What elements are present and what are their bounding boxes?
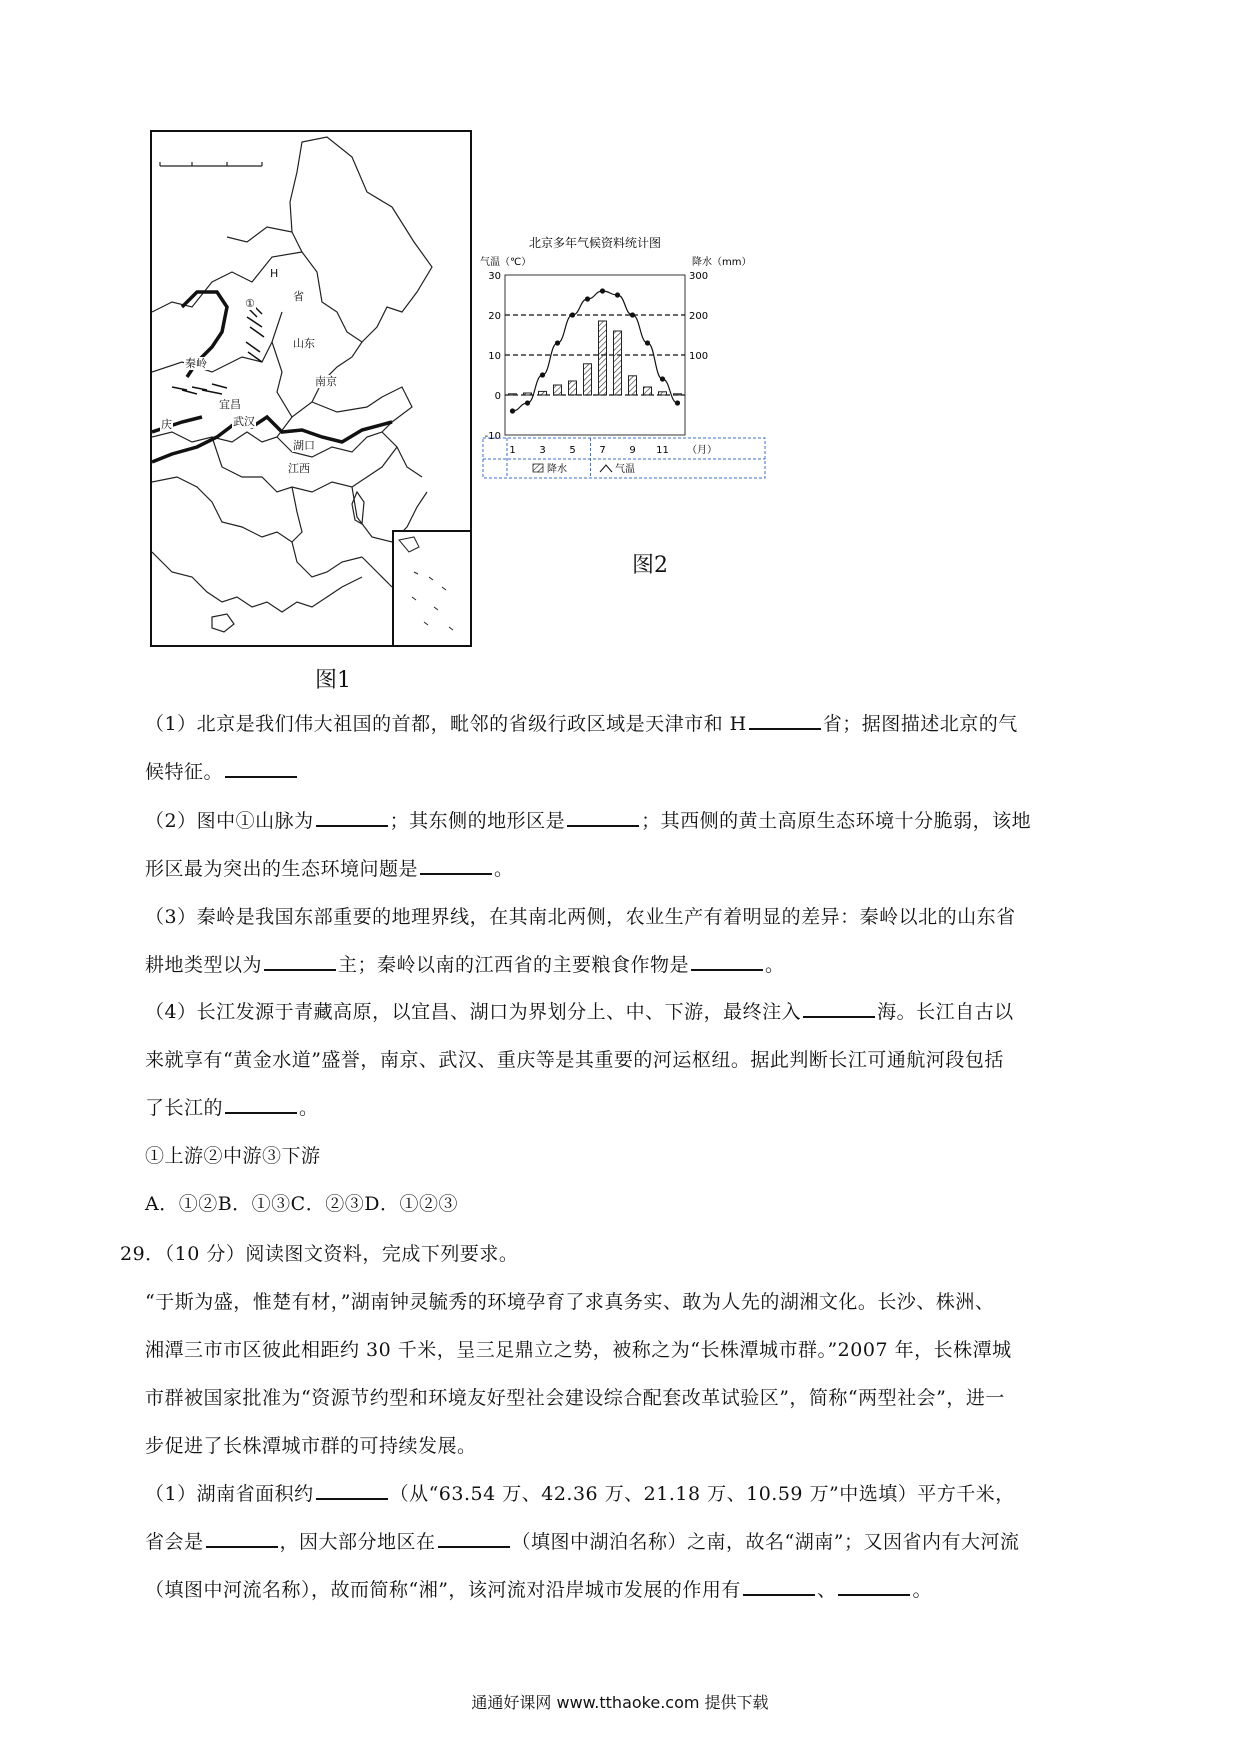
q4-text-b: 海。长江自古以 — [877, 1001, 1014, 1023]
map-label-mountain: ① — [245, 297, 255, 310]
precip-bar — [509, 394, 517, 395]
answer-blank[interactable] — [743, 1576, 815, 1596]
answer-blank[interactable] — [225, 758, 297, 778]
map-label-province: 省 — [293, 290, 304, 303]
map-label-chongqing: 庆 — [161, 418, 172, 431]
answer-blank[interactable] — [749, 710, 821, 730]
q29-sub3-a: （填图中河流名称），故而简称“湘”，该河流对沿岸城市发展的作用有 — [145, 1579, 741, 1601]
precip-bar — [644, 387, 652, 395]
map-label-h: H — [270, 267, 279, 280]
y-left-tick: 20 — [488, 311, 501, 322]
q4-text-a: （4）长江发源于青藏高原，以宜昌、湖口为界划分上、中、下游，最终注入 — [145, 1001, 802, 1023]
q29-sub1-a: （1）湖南省面积约 — [145, 1483, 314, 1505]
q1-text-a: （1）北京是我们伟大祖国的首都，毗邻的省级行政区域是天津市和 H — [145, 713, 747, 735]
q29-para-3: 市群被国家批准为“资源节约型和环境友好型社会建设综合配套改革试验区”，简称“两型社会”，进一 — [145, 1387, 1005, 1409]
temperature-point — [615, 292, 620, 297]
q29-sub2-a: 省会是 — [145, 1531, 204, 1553]
temperature-point — [585, 296, 590, 301]
y-left-tick: 10 — [488, 351, 501, 362]
precip-bar — [539, 391, 547, 395]
map-label-jiangxi: 江西 — [288, 462, 310, 475]
temperature-point — [660, 376, 665, 381]
q4-text-e: 。 — [299, 1097, 319, 1119]
precip-bar — [674, 394, 682, 395]
temperature-point — [645, 340, 650, 345]
x-tick: 3 — [539, 445, 546, 456]
y-left-tick: 0 — [494, 391, 501, 402]
answer-blank[interactable] — [316, 1480, 388, 1500]
beijing-climate-chart — [480, 235, 810, 510]
y-right-tick: 200 — [689, 311, 709, 322]
temperature-point — [630, 312, 635, 317]
answer-blank[interactable] — [838, 1576, 910, 1596]
q3-text-b: 耕地类型以为 — [145, 954, 263, 976]
temperature-point — [675, 400, 680, 405]
china-map-figure — [150, 130, 472, 647]
precip-bar — [554, 385, 562, 395]
legend-precip-swatch — [533, 464, 543, 472]
x-tick: 9 — [629, 445, 636, 456]
q1-text-c: 候特征。 — [145, 761, 224, 783]
q29-sub3-b: 、 — [816, 1579, 837, 1601]
y-left-tick: -10 — [484, 431, 501, 442]
page-footer: 通通好课网 www.tthaoke.com 提供下载 — [471, 1693, 769, 1712]
q29-sub3-c: 。 — [912, 1579, 932, 1601]
answer-blank[interactable] — [567, 807, 639, 827]
q2-text-e: 。 — [494, 858, 514, 880]
q1-text-b: 省；据图描述北京的气 — [822, 713, 1018, 735]
q29-para-1: “于斯为盛，惟楚有材，”湖南钟灵毓秀的环境孕育了求真务实、敢为人先的湖湘文化。长沙、株洲、 — [145, 1291, 995, 1313]
answer-blank[interactable] — [206, 1528, 278, 1548]
map-label-wuhan: 武汉 — [233, 415, 255, 428]
y-left-tick: 30 — [488, 271, 501, 282]
precip-bar — [569, 381, 577, 395]
q3-text-c: 主；秦岭以南的江西省的主要粮食作物是 — [338, 954, 690, 976]
temperature-point — [510, 408, 515, 413]
q4-text-c: 来就享有“黄金水道”盛誉，南京、武汉、重庆等是其重要的河运枢纽。据此判断长江可通航河段包括 — [145, 1049, 1004, 1071]
map-label-shandong: 山东 — [293, 337, 315, 350]
temperature-point — [540, 372, 545, 377]
temperature-point — [600, 288, 605, 293]
temperature-point — [525, 400, 530, 405]
x-tick: 5 — [569, 445, 576, 456]
question-4 — [145, 988, 1115, 1228]
answer-blank[interactable] — [803, 998, 875, 1018]
q4-options: ①上游②中游③下游 — [145, 1145, 321, 1167]
precip-bar — [584, 364, 592, 395]
x-tick: 1 — [509, 445, 516, 456]
map-label-nanjing: 南京 — [315, 375, 337, 388]
q4-text-d: 了长江的 — [145, 1097, 224, 1119]
answer-blank[interactable] — [691, 951, 763, 971]
x-unit: （月） — [687, 445, 717, 456]
south-china-sea-inset — [392, 530, 470, 645]
y-right-label: 降水（mm） — [692, 257, 752, 268]
answer-blank[interactable] — [225, 1094, 297, 1114]
x-tick: 11 — [656, 445, 669, 456]
precip-bar — [659, 392, 667, 395]
q2-text-d: 形区最为突出的生态环境问题是 — [145, 858, 419, 880]
map-label-hukou: 湖口 — [293, 439, 315, 452]
temperature-point — [555, 340, 560, 345]
precip-bar — [614, 331, 622, 395]
answer-blank[interactable] — [438, 1528, 510, 1548]
precip-bar — [524, 393, 532, 395]
q2-text-a: （2）图中①山脉为 — [145, 810, 314, 832]
legend-precip-label: 降水 — [547, 464, 567, 475]
q2-text-c: ；其西侧的黄土高原生态环境十分脆弱，该地 — [641, 810, 1032, 832]
q2-text-b: ；其东侧的地形区是 — [389, 810, 566, 832]
answer-blank[interactable] — [264, 951, 336, 971]
temperature-line — [513, 291, 678, 411]
precip-bar — [599, 321, 607, 395]
x-tick: 7 — [599, 445, 606, 456]
q3-text-d: 。 — [765, 954, 785, 976]
y-right-tick: 100 — [689, 351, 709, 362]
question-29-head — [120, 1230, 1090, 1278]
answer-blank[interactable] — [420, 855, 492, 875]
figure2-caption: 图2 — [632, 553, 668, 578]
question-29-body — [145, 1278, 1115, 1614]
q29-heading: 29．（10 分）阅读图文资料，完成下列要求。 — [120, 1243, 519, 1265]
question-1 — [145, 700, 1115, 796]
legend-temp-swatch — [600, 465, 612, 472]
map-label-qinling: 秦岭 — [185, 357, 207, 370]
y-right-tick: 300 — [689, 271, 709, 282]
question-3 — [145, 893, 1115, 989]
answer-blank[interactable] — [316, 807, 388, 827]
precip-bar — [629, 376, 637, 395]
q29-sub2-c: （填图中湖泊名称）之南，故名“湖南”；又因省内有大河流 — [511, 1531, 1020, 1553]
map-label-yichang: 宜昌 — [219, 398, 241, 411]
chart-title: 北京多年气候资料统计图 — [528, 236, 662, 250]
q29-para-2: 湘潭三市市区彼此相距约 30 千米，呈三足鼎立之势，被称之为“长株潭城市群。”2007 年，长株潭城 — [145, 1339, 1012, 1361]
legend-temp-label: 气温 — [615, 464, 635, 475]
q29-sub2-b: ，因大部分地区在 — [279, 1531, 436, 1553]
figure1-caption: 图1 — [315, 668, 351, 693]
climate-chart-svg — [480, 235, 810, 510]
q4-choices: A．①②B．①③C．②③D．①②③ — [145, 1193, 458, 1215]
temperature-point — [570, 312, 575, 317]
q3-text-a: （3）秦岭是我国东部重要的地理界线，在其南北两侧，农业生产有着明显的差异：秦岭以北的山东省 — [145, 906, 1016, 928]
y-left-label: 气温（℃） — [480, 257, 532, 268]
q29-para-4: 步促进了长株潭城市群的可持续发展。 — [145, 1435, 477, 1457]
q29-sub1-b: （从“63.54 万、42.36 万、21.18 万、10.59 万”中选填）平方千米， — [389, 1483, 1015, 1505]
question-2 — [145, 797, 1115, 893]
